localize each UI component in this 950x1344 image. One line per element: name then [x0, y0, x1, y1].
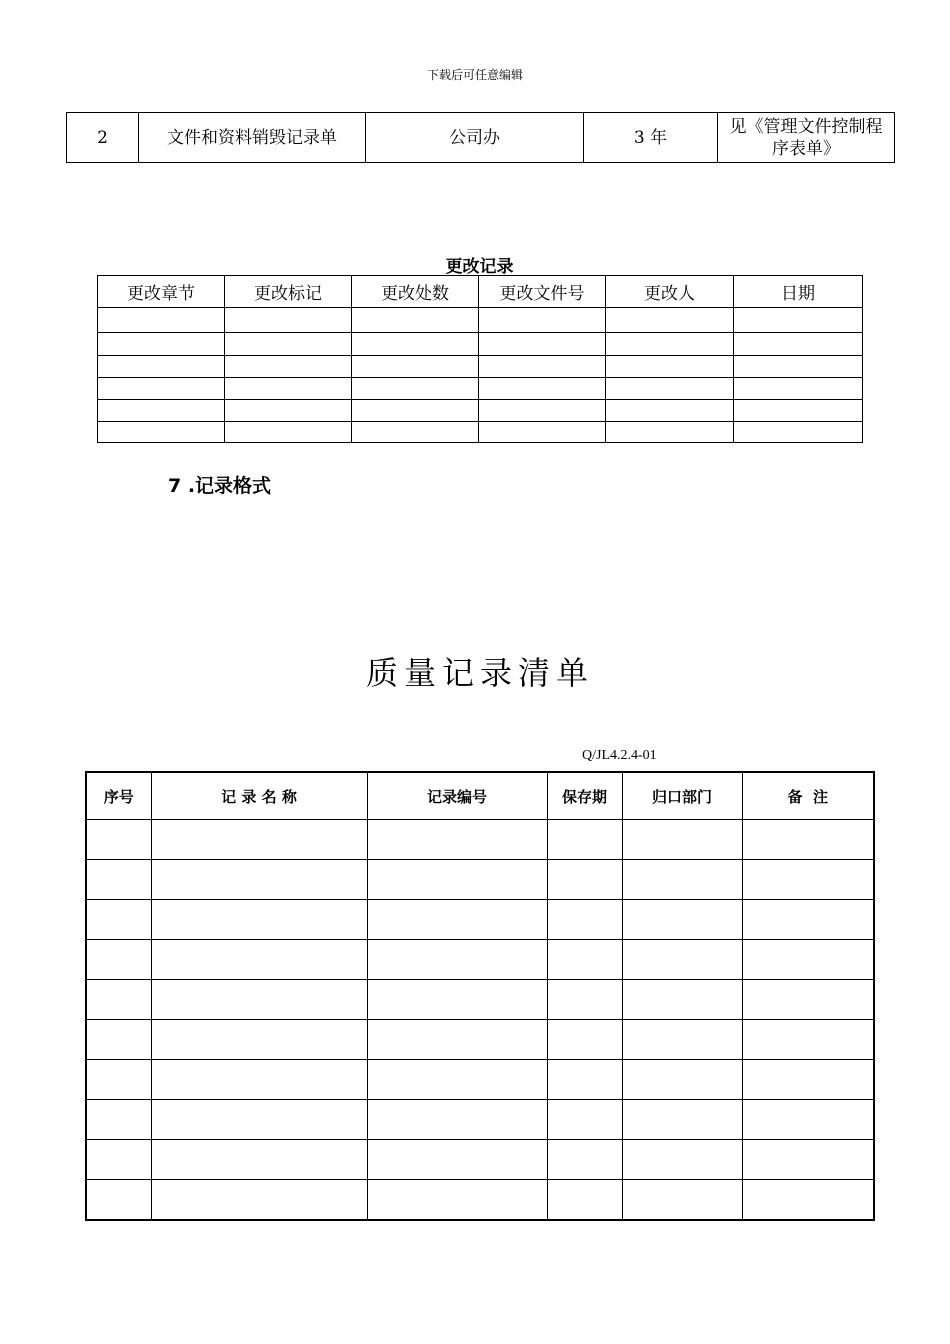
table-cell[interactable] — [547, 1100, 622, 1140]
table-cell[interactable] — [225, 378, 352, 400]
table-cell[interactable] — [86, 820, 151, 860]
table-cell[interactable] — [98, 356, 225, 378]
record-name: 文件和资料销毁记录单 — [139, 113, 366, 163]
table-row — [86, 1100, 874, 1140]
table-cell[interactable] — [225, 400, 352, 422]
table-cell[interactable] — [225, 422, 352, 443]
records-list-table — [66, 112, 895, 163]
table-cell[interactable] — [367, 1180, 547, 1221]
table-cell[interactable] — [98, 400, 225, 422]
form-code: Q/JL4.2.4-01 — [582, 748, 657, 763]
table-row — [86, 860, 874, 900]
table-cell[interactable] — [86, 980, 151, 1020]
header-cell: 归口部门 — [622, 772, 742, 820]
row-number: 2 — [67, 113, 139, 163]
header-cell: 保存期 — [547, 772, 622, 820]
table-cell[interactable] — [606, 308, 734, 333]
table-cell[interactable] — [734, 333, 863, 356]
table-cell[interactable] — [86, 860, 151, 900]
section-heading: 7 .记录格式 — [168, 475, 272, 497]
table-row — [98, 400, 863, 422]
table-cell[interactable] — [742, 900, 874, 940]
table-cell[interactable] — [367, 1140, 547, 1180]
table-row — [98, 308, 863, 333]
table-cell[interactable] — [622, 900, 742, 940]
table-cell[interactable] — [367, 860, 547, 900]
table-cell[interactable] — [622, 1180, 742, 1221]
table-row — [98, 378, 863, 400]
table-cell[interactable] — [86, 1180, 151, 1221]
table-cell[interactable] — [606, 422, 734, 443]
table-cell[interactable] — [151, 1020, 367, 1060]
table-cell[interactable] — [734, 400, 863, 422]
table-cell[interactable] — [151, 820, 367, 860]
table-cell[interactable] — [98, 308, 225, 333]
table-cell[interactable] — [151, 900, 367, 940]
record-header-row — [86, 772, 874, 820]
table-cell[interactable] — [86, 940, 151, 980]
table-cell[interactable] — [367, 940, 547, 980]
table-cell[interactable] — [734, 308, 863, 333]
table-cell[interactable] — [225, 308, 352, 333]
table-cell[interactable] — [547, 1020, 622, 1060]
table-cell[interactable] — [151, 860, 367, 900]
form-title: 质量记录清单 — [365, 654, 594, 692]
header-cell: 更改章节 — [98, 276, 225, 308]
table-cell[interactable] — [622, 820, 742, 860]
table-cell[interactable] — [742, 820, 874, 860]
table-cell[interactable] — [367, 900, 547, 940]
table-cell[interactable] — [547, 900, 622, 940]
table-cell[interactable] — [547, 980, 622, 1020]
department: 公司办 — [366, 113, 584, 163]
table-cell[interactable] — [742, 940, 874, 980]
change-record-table — [97, 275, 863, 443]
header-note: 下载后可任意编辑 — [426, 68, 523, 82]
header-cell: 备 注 — [742, 772, 874, 820]
table-cell[interactable] — [352, 356, 479, 378]
table-cell[interactable] — [622, 1100, 742, 1140]
table-row — [86, 1060, 874, 1100]
table-cell[interactable] — [742, 1180, 874, 1221]
table-cell[interactable] — [151, 940, 367, 980]
table-cell[interactable] — [734, 356, 863, 378]
table-cell[interactable] — [547, 1140, 622, 1180]
table-cell[interactable] — [547, 860, 622, 900]
table-cell[interactable] — [734, 378, 863, 400]
header-cell: 更改处数 — [352, 276, 479, 308]
table-cell[interactable] — [98, 333, 225, 356]
table-cell[interactable] — [86, 1140, 151, 1180]
table-cell[interactable] — [352, 378, 479, 400]
table-row — [98, 356, 863, 378]
table-row — [86, 1020, 874, 1060]
table-row — [86, 1180, 874, 1221]
table-cell[interactable] — [622, 980, 742, 1020]
table-cell[interactable] — [367, 820, 547, 860]
quality-record-table — [85, 771, 875, 1221]
header-cell: 更改标记 — [225, 276, 352, 308]
table-cell[interactable] — [225, 356, 352, 378]
table-cell[interactable] — [547, 820, 622, 860]
retention-period: 3 年 — [584, 113, 718, 163]
table-cell[interactable] — [479, 378, 606, 400]
table-cell[interactable] — [479, 422, 606, 443]
table-cell[interactable] — [352, 333, 479, 356]
table-cell[interactable] — [622, 1060, 742, 1100]
table-cell[interactable] — [742, 860, 874, 900]
table-cell[interactable] — [479, 308, 606, 333]
table-cell[interactable] — [151, 980, 367, 1020]
header-cell: 序号 — [86, 772, 151, 820]
table-cell[interactable] — [151, 1140, 367, 1180]
table-cell[interactable] — [606, 356, 734, 378]
table-cell[interactable] — [742, 1140, 874, 1180]
table-cell[interactable] — [479, 356, 606, 378]
table-cell[interactable] — [352, 400, 479, 422]
table-cell[interactable] — [734, 422, 863, 443]
table-row — [86, 980, 874, 1020]
table-cell[interactable] — [479, 333, 606, 356]
table-cell[interactable] — [479, 400, 606, 422]
table-cell[interactable] — [547, 1060, 622, 1100]
table-cell[interactable] — [622, 940, 742, 980]
table-cell[interactable] — [352, 308, 479, 333]
remark: 见《管理文件控制程序表单》 — [718, 113, 895, 163]
table-cell[interactable] — [367, 980, 547, 1020]
table-cell[interactable] — [98, 422, 225, 443]
table-cell[interactable] — [352, 422, 479, 443]
change-header-row — [98, 276, 863, 308]
table-cell[interactable] — [547, 1180, 622, 1221]
table-cell[interactable] — [98, 378, 225, 400]
table-row — [67, 113, 895, 163]
table-cell[interactable] — [86, 1100, 151, 1140]
table-row — [98, 333, 863, 356]
table-cell[interactable] — [547, 940, 622, 980]
header-cell: 更改文件号 — [479, 276, 606, 308]
table-row — [86, 900, 874, 940]
header-cell: 日期 — [734, 276, 863, 308]
table-cell[interactable] — [622, 1020, 742, 1060]
header-cell: 更改人 — [606, 276, 734, 308]
table-cell[interactable] — [606, 378, 734, 400]
table-cell[interactable] — [151, 1060, 367, 1100]
table-row — [98, 422, 863, 443]
table-cell[interactable] — [86, 900, 151, 940]
table-cell[interactable] — [742, 1060, 874, 1100]
table-cell[interactable] — [606, 400, 734, 422]
table-cell[interactable] — [622, 860, 742, 900]
table-row — [86, 1140, 874, 1180]
header-cell: 记 录 名 称 — [151, 772, 367, 820]
table-cell[interactable] — [151, 1180, 367, 1221]
table-cell[interactable] — [742, 1020, 874, 1060]
table-cell[interactable] — [86, 1060, 151, 1100]
table-cell[interactable] — [742, 1100, 874, 1140]
change-record-title: 更改记录 — [445, 257, 514, 277]
table-row — [86, 820, 874, 860]
table-cell[interactable] — [622, 1140, 742, 1180]
table-cell[interactable] — [367, 1100, 547, 1140]
table-cell[interactable] — [151, 1100, 367, 1140]
table-cell[interactable] — [225, 333, 352, 356]
table-row — [86, 940, 874, 980]
table-cell[interactable] — [86, 1020, 151, 1060]
header-cell: 记录编号 — [367, 772, 547, 820]
table-cell[interactable] — [367, 1060, 547, 1100]
table-cell[interactable] — [367, 1020, 547, 1060]
table-cell[interactable] — [742, 980, 874, 1020]
table-cell[interactable] — [606, 333, 734, 356]
